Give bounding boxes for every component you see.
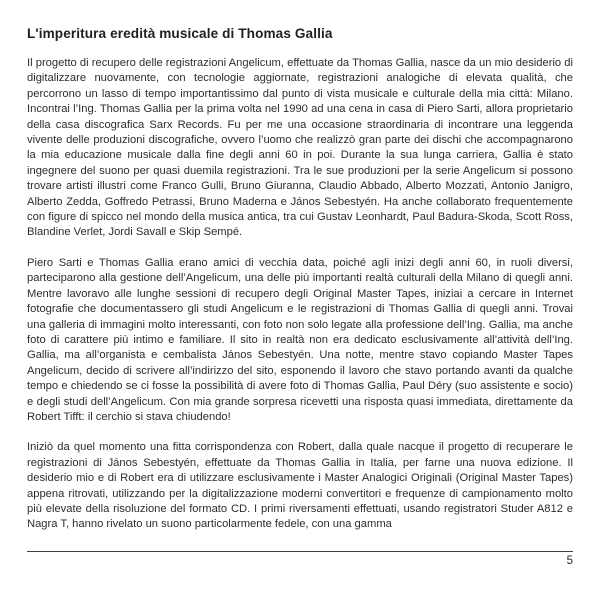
body-paragraph-1: Il progetto di recupero delle registrazioni Angelicum, effettuate da Thomas Gallia, nasce da un mio desiderio di digitalizzare nuovamente, con tecnologie aggiornate, registrazioni analogiche di elevata qualità, che percorrono un lasso di tempo importantissimo dal punto di vista musicale e culturale della mia città: Milano. Incontrai l’Ing. Thomas Gallia per la prima volta nel 1990 ad una cena in casa di Piero Sarti, allora proprietario della casa discografica Sarx Records. Fu per me una occasione straordinaria di incontrare una leggenda vivente delle produzioni discografiche, ovvero l’uomo che realizzò gran parte dei dischi che accompagnarono la mia educazione musicale dalla fine degli anni 60 in poi. Durante la sua lunga carriera, Gallia è stato ingegnere del suono per quasi duemila registrazioni. Tra le sue produzioni per la serie Angelicum si possono trovare artisti illustri come Franco Gulli, Bruno Giuranna, Claudio Abbado, Alberto Mozzati, Antonio Janigro, Alberto Zedda, Goffredo Petrassi, Bruno Maderna e János Sebestyén. Ha anche collaborato frequentemente con figure di spicco nel mondo della musica antica, tra cui Gustav Leonhardt, Paul Badura-Skoda, Scott Ross, Blandine Verlet, Jordi Savall e Skip Sempé.: [27, 57, 573, 239]
page-footer: [27, 551, 573, 567]
page-title: L'imperitura eredità musicale di Thomas Gallia: [27, 26, 333, 41]
footer-divider: [27, 551, 573, 552]
page-number: 5: [566, 555, 573, 567]
body-paragraph-2: Piero Sarti e Thomas Gallia erano amici di vecchia data, poiché agli inizi degli anni 60, in ruoli diversi, parteciparono alla gestione dell’Angelicum, una delle più importanti realtà culturali della Milano di quegli anni. Mentre lavoravo alle lunghe sessioni di recupero degli Original Master Tapes, iniziai a cercare in Internet fotografie che documentassero gli studi Angelicum e le registrazioni di Thomas Gallia di quegli anni. Trovai una galleria di immagini molto interessanti, con foto non solo legate alla professione dell’Ing. Gallia, ma anche foto di carattere più intimo e familiare. Il sito in realtà non era dedicato esclusivamente all’attività dell’Ing. Gallia, ma all’organista e cembalista János Sebestyén. Una notte, mentre stavo copiando Master Tapes Angelicum, decido di scrivere all’indirizzo del sito, esponendo il lavoro che stavo portando avanti da qualche tempo e chiedendo se ci fosse la possibilità di avere foto di Thomas Gallia, Paul Déry (suo assistente e socio) e degli studi dell’Angelicum. Con mia grande sorpresa ricevetti una risposta quasi immediata, direttamente da Robert Tifft: il cerchio si stava chiudendo!: [27, 256, 573, 423]
body-paragraph-3: Iniziò da quel momento una fitta corrispondenza con Robert, dalla quale nacque il progetto di recuperare le registrazioni di János Sebestyén, effettuate da Thomas Gallia in Italia, per farne una nuova edizione. Il desiderio mio e di Robert era di utilizzare esclusivamente i Master Analogici Originali (Original Master Tapes) appena ritrovati, utilizzando per la digitalizzazione moderni convertitori e frequenze di campionamento molto più elevate della risoluzione del formato CD. I primi riversamenti effettuati, usando registratori Studer A812 e Nagra T, hanno rivelato un suono particolarmente fedele, con una gamma: [27, 441, 573, 531]
